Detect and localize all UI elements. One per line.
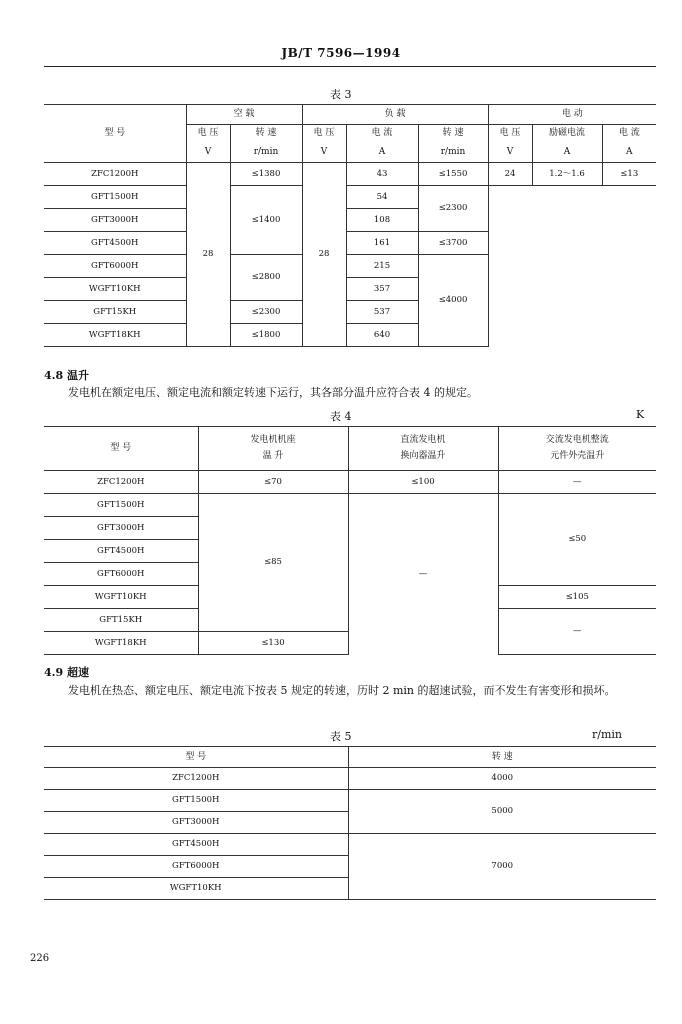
t3-noload-speed: ≤1380 bbox=[230, 163, 302, 186]
t4-col-rectifier-l2: 元件外壳温升 bbox=[550, 451, 605, 461]
t3-group-noload: 空 载 bbox=[186, 105, 302, 125]
table-3 bbox=[44, 104, 656, 347]
t3-load-speed: ≤2300 bbox=[418, 186, 488, 232]
table5-unit: r/min bbox=[592, 728, 622, 741]
t4-model: GFT1500H bbox=[44, 494, 198, 517]
t3-noload-speed: ≤1400 bbox=[230, 186, 302, 255]
t5-model: GFT6000H bbox=[44, 856, 348, 878]
t5-speed: 7000 bbox=[348, 834, 656, 900]
t4-col-model: 型 号 bbox=[44, 427, 198, 471]
t3-load-current: 640 bbox=[346, 324, 418, 347]
page-number: 226 bbox=[30, 953, 50, 964]
t3-load-current: 215 bbox=[346, 255, 418, 278]
t4-rectifier: — bbox=[498, 609, 656, 655]
t3-unit: A bbox=[602, 143, 656, 163]
t4-commutator: ≤100 bbox=[348, 471, 498, 494]
t3-noload-voltage: 28 bbox=[186, 163, 230, 347]
table-4 bbox=[44, 426, 656, 655]
table4-caption: 表 4 bbox=[330, 410, 352, 423]
t5-col-speed: 转 速 bbox=[348, 747, 656, 768]
table3-caption: 表 3 bbox=[330, 88, 352, 101]
header-rule bbox=[44, 66, 656, 67]
t4-col-rectifier bbox=[498, 427, 656, 471]
t3-load-current: 43 bbox=[346, 163, 418, 186]
t3-unit: A bbox=[532, 143, 602, 163]
t4-rectifier: ≤50 bbox=[498, 494, 656, 586]
t4-model: GFT15KH bbox=[44, 609, 198, 632]
t3-load-current: 537 bbox=[346, 301, 418, 324]
t3-load-current: 54 bbox=[346, 186, 418, 209]
t3-noload-voltage-h: 电 压 bbox=[186, 125, 230, 143]
t4-col-commutator-l1: 直流发电机 bbox=[400, 435, 446, 445]
section-4-8-heading: 4.8 温升 bbox=[44, 369, 89, 382]
t5-model: WGFT10KH bbox=[44, 878, 348, 900]
t3-model: GFT4500H bbox=[44, 232, 186, 255]
t4-model: ZFC1200H bbox=[44, 471, 198, 494]
t3-noload-speed: ≤2300 bbox=[230, 301, 302, 324]
t5-speed: 4000 bbox=[348, 768, 656, 790]
t3-model: GFT15KH bbox=[44, 301, 186, 324]
t4-frame: ≤130 bbox=[198, 632, 348, 655]
t3-load-speed-h: 转 速 bbox=[418, 125, 488, 143]
t3-motor-current: ≤13 bbox=[602, 163, 656, 186]
t3-unit: r/min bbox=[418, 143, 488, 163]
section-4-8-text: 发电机在额定电压、额定电流和额定转速下运行，其各部分温升应符合表 4 的规定。 bbox=[68, 386, 478, 399]
t3-load-speed: ≤4000 bbox=[418, 255, 488, 347]
section-4-9-heading: 4.9 超速 bbox=[44, 666, 89, 679]
t4-rectifier: ≤105 bbox=[498, 586, 656, 609]
t3-load-current: 357 bbox=[346, 278, 418, 301]
section-4-9-text: 发电机在热态、额定电压、额定电流下按表 5 规定的转速，历时 2 min 的超速试验，而不发生有害变形和损坏。 bbox=[68, 684, 616, 697]
t3-group-load: 负 载 bbox=[302, 105, 488, 125]
t4-col-commutator bbox=[348, 427, 498, 471]
t5-model: GFT3000H bbox=[44, 812, 348, 834]
t3-model: GFT6000H bbox=[44, 255, 186, 278]
t3-group-motor: 电 动 bbox=[488, 105, 656, 125]
t3-model: WGFT18KH bbox=[44, 324, 186, 347]
t5-model: ZFC1200H bbox=[44, 768, 348, 790]
t3-noload-speed: ≤2800 bbox=[230, 255, 302, 301]
table4-unit: K bbox=[636, 408, 645, 421]
t3-motor-excitation: 1.2～1.6 bbox=[532, 163, 602, 186]
t4-frame: ≤70 bbox=[198, 471, 348, 494]
t3-noload-speed-h: 转 速 bbox=[230, 125, 302, 143]
t3-motor-excitation-h: 励磁电流 bbox=[532, 125, 602, 143]
t3-noload-speed: ≤1800 bbox=[230, 324, 302, 347]
t5-model: GFT4500H bbox=[44, 834, 348, 856]
t5-speed: 5000 bbox=[348, 790, 656, 834]
t4-commutator: — bbox=[348, 494, 498, 655]
t4-model: GFT6000H bbox=[44, 563, 198, 586]
t5-model: GFT1500H bbox=[44, 790, 348, 812]
t3-model: ZFC1200H bbox=[44, 163, 186, 186]
t3-motor-voltage: 24 bbox=[488, 163, 532, 186]
t4-col-commutator-l2: 换向器温升 bbox=[400, 451, 446, 461]
t3-col-model: 型 号 bbox=[44, 105, 186, 163]
t3-load-speed: ≤1550 bbox=[418, 163, 488, 186]
standard-header: JB/T 7596—1994 bbox=[281, 46, 401, 60]
t3-load-voltage-h: 电 压 bbox=[302, 125, 346, 143]
t3-unit: V bbox=[302, 143, 346, 163]
t3-model: WGFT10KH bbox=[44, 278, 186, 301]
t4-model: WGFT10KH bbox=[44, 586, 198, 609]
t3-motor-empty bbox=[488, 186, 656, 347]
table5-caption: 表 5 bbox=[330, 730, 352, 743]
t5-col-model: 型 号 bbox=[44, 747, 348, 768]
t3-unit: r/min bbox=[230, 143, 302, 163]
t3-model: GFT3000H bbox=[44, 209, 186, 232]
table-5 bbox=[44, 746, 656, 900]
t3-unit: V bbox=[488, 143, 532, 163]
t3-unit: A bbox=[346, 143, 418, 163]
t3-load-current-h: 电 流 bbox=[346, 125, 418, 143]
t4-model: GFT3000H bbox=[44, 517, 198, 540]
t3-load-current: 161 bbox=[346, 232, 418, 255]
t4-model: WGFT18KH bbox=[44, 632, 198, 655]
t4-frame: ≤85 bbox=[198, 494, 348, 632]
t4-col-frame bbox=[198, 427, 348, 471]
t4-col-rectifier-l1: 交流发电机整流 bbox=[545, 435, 609, 445]
t3-motor-current-h: 电 流 bbox=[602, 125, 656, 143]
t4-rectifier: — bbox=[498, 471, 656, 494]
t3-load-speed: ≤3700 bbox=[418, 232, 488, 255]
t3-motor-voltage-h: 电 压 bbox=[488, 125, 532, 143]
t3-model: GFT1500H bbox=[44, 186, 186, 209]
t3-load-current: 108 bbox=[346, 209, 418, 232]
t3-unit: V bbox=[186, 143, 230, 163]
t3-load-voltage: 28 bbox=[302, 163, 346, 347]
t4-col-frame-l1: 发电机机座 bbox=[250, 435, 296, 445]
t4-model: GFT4500H bbox=[44, 540, 198, 563]
t4-col-frame-l2: 温 升 bbox=[262, 451, 284, 461]
